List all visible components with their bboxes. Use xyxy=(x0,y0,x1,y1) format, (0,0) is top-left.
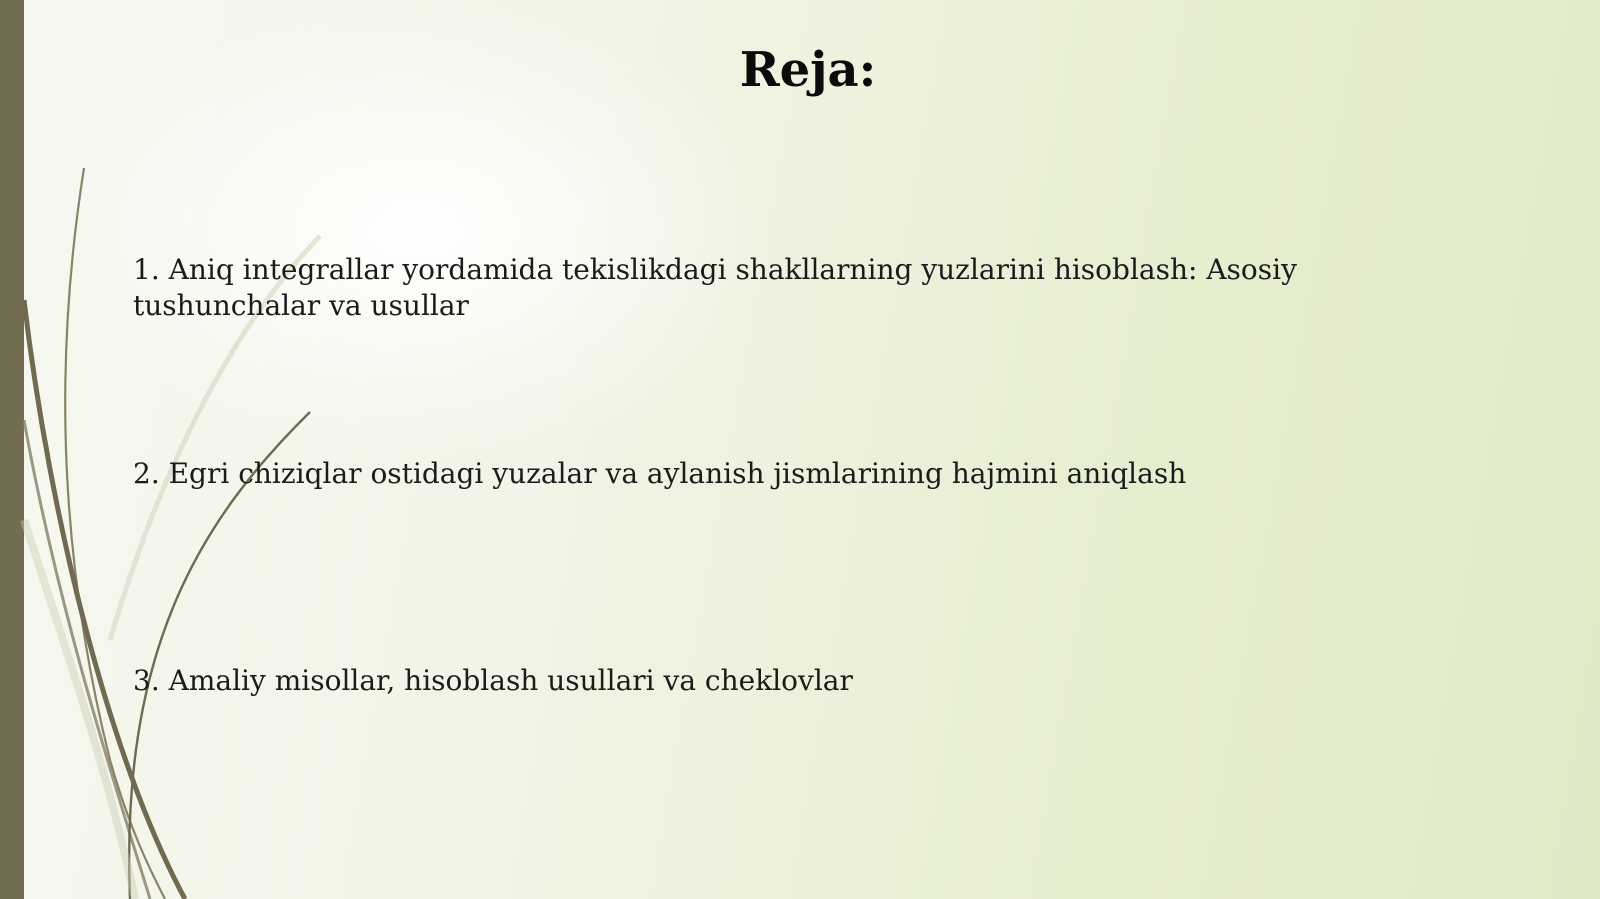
plan-item-2: 2. Egri chiziqlar ostidagi yuzalar va aylanish jismlarining hajmini aniqlash xyxy=(133,457,1187,490)
slide-title: Reja: xyxy=(739,42,877,98)
plan-item-1: 1. Aniq integrallar yordamida tekislikdagi shakllarning yuzlarini hisoblash: Asosiy tushunchalar va usullar xyxy=(133,253,1297,322)
plan-item-3: 3. Amaliy misollar, hisoblash usullari va cheklovlar xyxy=(133,664,853,697)
